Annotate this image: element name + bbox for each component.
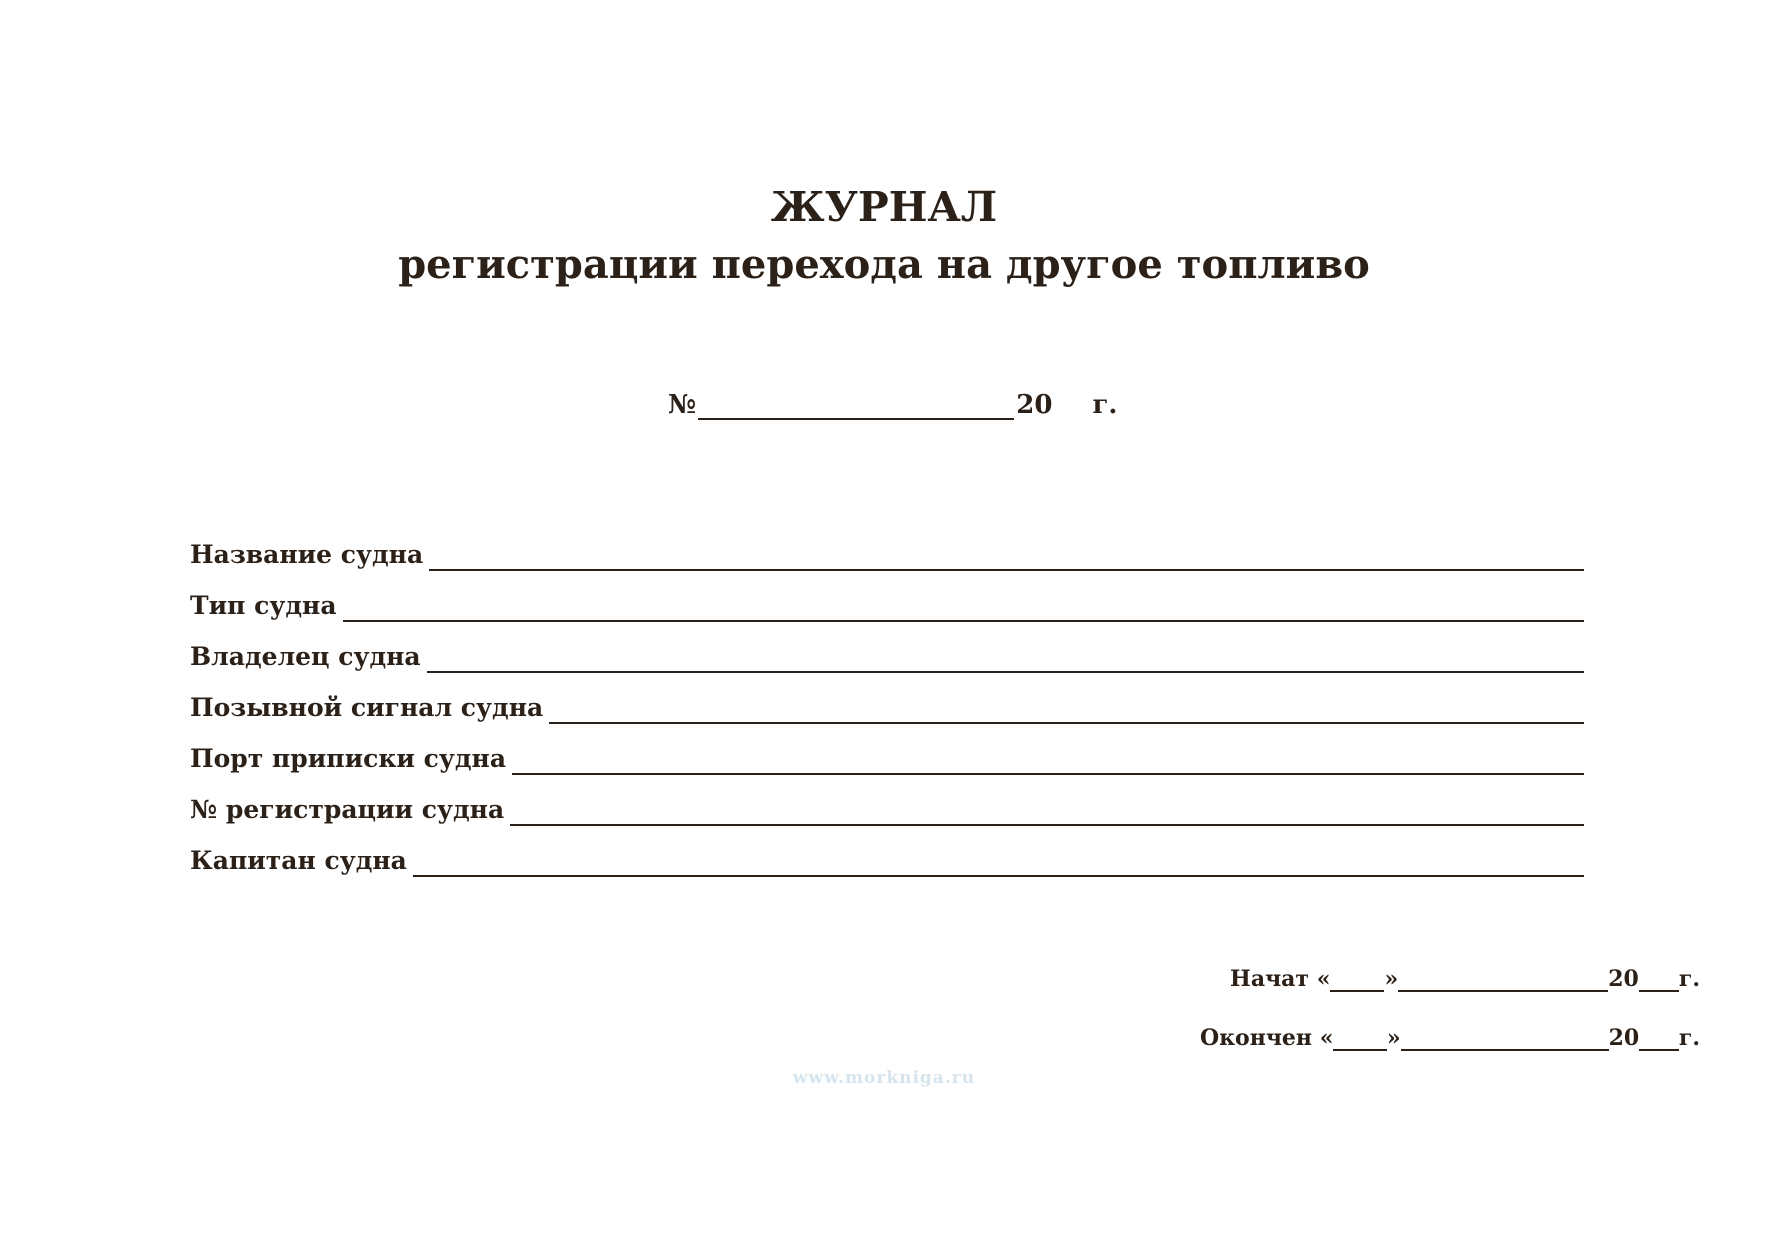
finished-label: Окончен bbox=[1200, 1025, 1313, 1051]
field-port-of-registry bbox=[190, 724, 1584, 775]
field-blank[interactable] bbox=[510, 794, 1584, 826]
field-label: № регистрации судна bbox=[190, 795, 505, 824]
field-captain bbox=[190, 826, 1584, 877]
field-label: Название судна bbox=[190, 540, 424, 569]
open-quote: « bbox=[1319, 1025, 1334, 1051]
finished-day-blank[interactable] bbox=[1333, 1027, 1386, 1051]
journal-number-line bbox=[668, 380, 1118, 420]
field-registration-number bbox=[190, 775, 1584, 826]
started-day-blank[interactable] bbox=[1330, 968, 1384, 992]
field-label: Порт приписки судна bbox=[190, 744, 507, 773]
watermark: www.morkniga.ru bbox=[792, 1068, 976, 1088]
year-suffix: г. bbox=[1092, 390, 1118, 420]
field-label: Капитан судна bbox=[190, 846, 407, 875]
field-blank[interactable] bbox=[549, 692, 1584, 724]
field-blank[interactable] bbox=[429, 539, 1584, 571]
journal-number-blank[interactable] bbox=[698, 388, 1014, 420]
year-prefix: 20 bbox=[1016, 390, 1053, 420]
finished-month-blank[interactable] bbox=[1401, 1027, 1609, 1051]
field-ship-name bbox=[190, 520, 1584, 571]
field-label: Тип судна bbox=[190, 591, 337, 620]
field-ship-type bbox=[190, 571, 1584, 622]
field-call-sign bbox=[190, 673, 1584, 724]
finished-year-blank[interactable] bbox=[1639, 1027, 1679, 1051]
field-ship-owner bbox=[190, 622, 1584, 673]
year-suffix: г. bbox=[1678, 966, 1700, 992]
field-label: Позывной сигнал судна bbox=[190, 693, 544, 722]
finished-date-row bbox=[1200, 1025, 1700, 1051]
document-subtitle: регистрации перехода на другое топливо bbox=[398, 241, 1370, 288]
field-label: Владелец судна bbox=[190, 642, 421, 671]
started-month-blank[interactable] bbox=[1398, 968, 1608, 992]
year-prefix: 20 bbox=[1608, 1025, 1640, 1051]
started-year-blank[interactable] bbox=[1639, 968, 1679, 992]
started-date-row bbox=[1200, 966, 1700, 992]
field-blank[interactable] bbox=[512, 743, 1584, 775]
year-prefix: 20 bbox=[1608, 966, 1639, 992]
open-quote: « bbox=[1316, 966, 1331, 992]
close-quote: » bbox=[1384, 966, 1399, 992]
field-blank[interactable] bbox=[413, 845, 1584, 877]
close-quote: » bbox=[1386, 1025, 1401, 1051]
number-sign: № bbox=[668, 390, 697, 420]
ship-details-fields bbox=[190, 520, 1584, 877]
started-label: Начат bbox=[1230, 966, 1310, 992]
field-blank[interactable] bbox=[343, 590, 1584, 622]
year-suffix: г. bbox=[1678, 1025, 1700, 1051]
document-title: ЖУРНАЛ bbox=[770, 183, 998, 231]
field-blank[interactable] bbox=[427, 641, 1584, 673]
